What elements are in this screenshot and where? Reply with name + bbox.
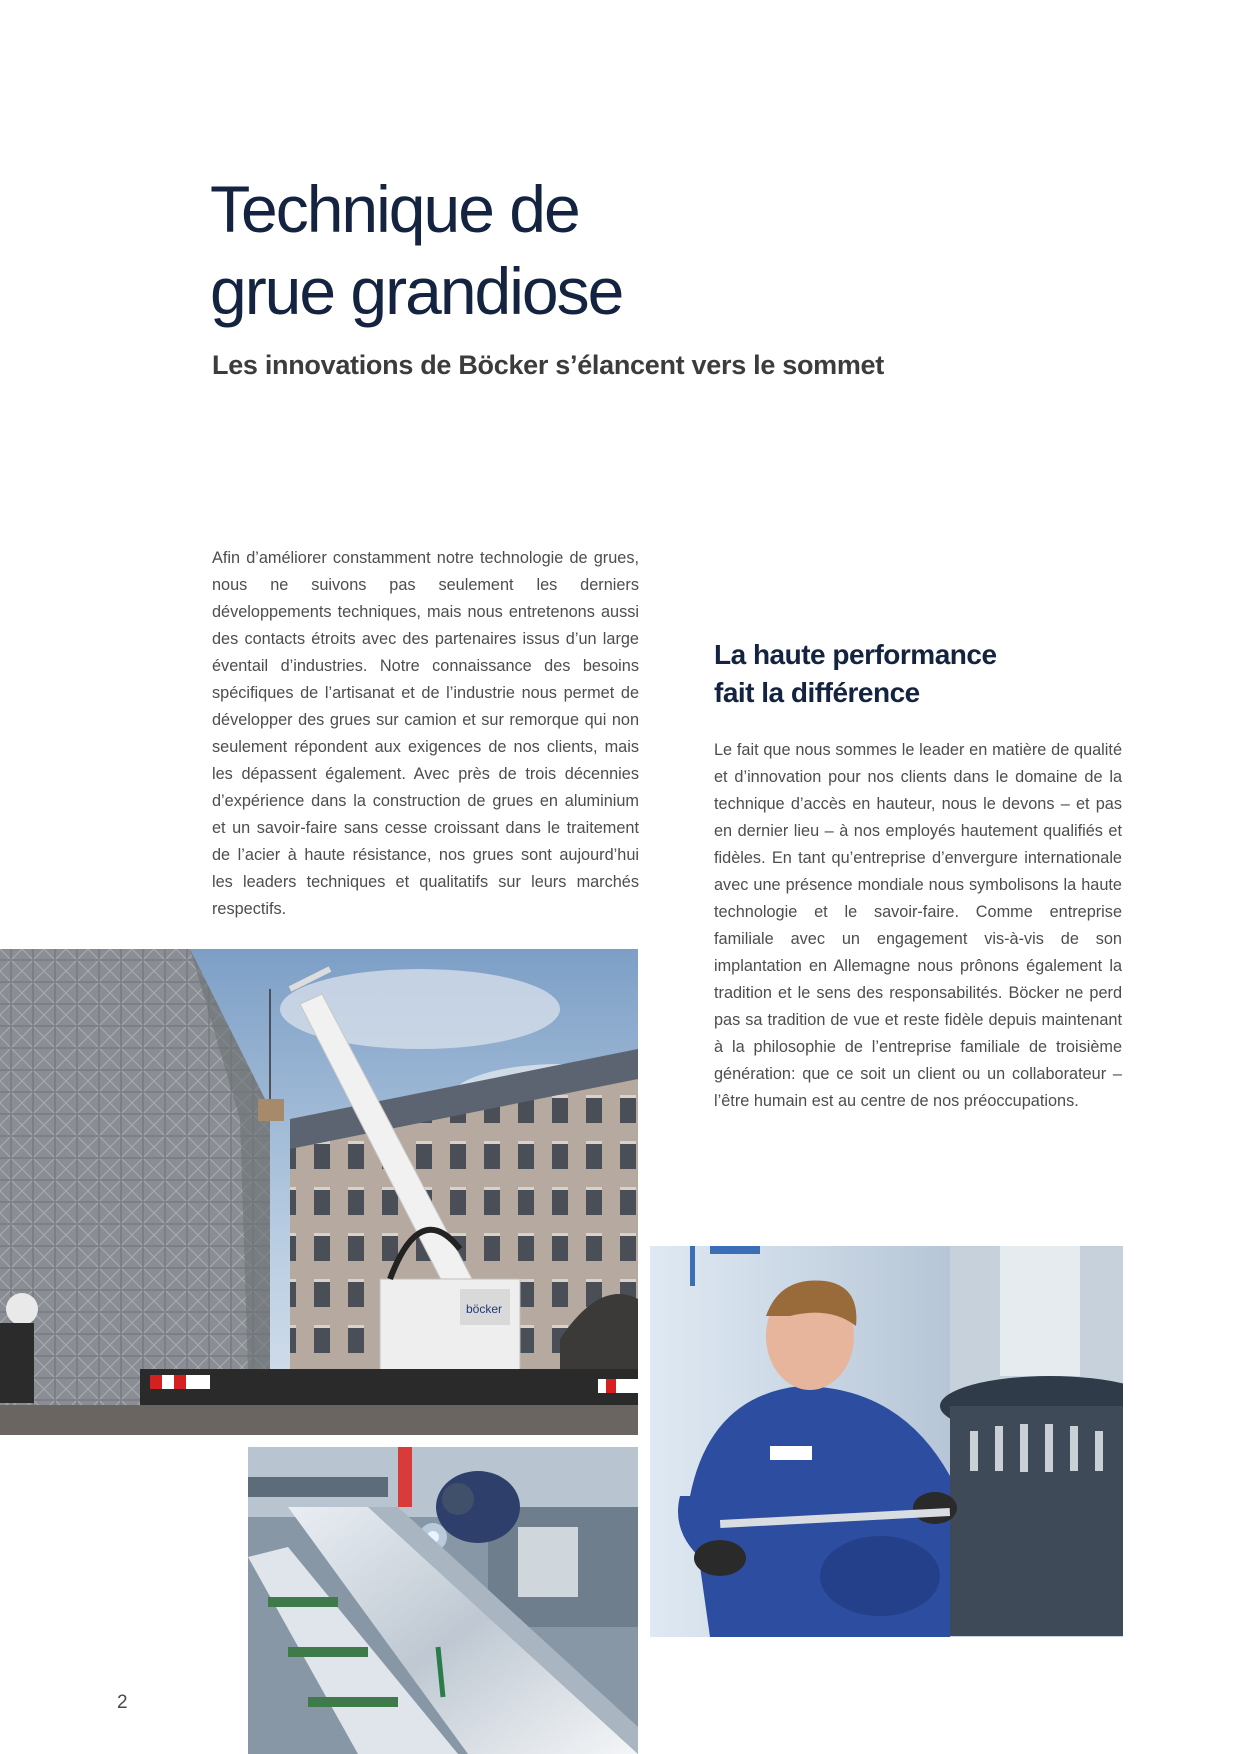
page-subtitle: Les innovations de Böcker s’élancent vers le sommet xyxy=(212,350,884,380)
section-heading-line-1: La haute performance xyxy=(714,639,997,670)
page-title-line-1: Technique de xyxy=(210,172,579,246)
section-heading-line-2: fait la différence xyxy=(714,677,920,708)
page-title xyxy=(210,168,810,332)
crane-brand-label: böcker xyxy=(466,1302,503,1316)
intro-paragraph: Afin d’améliorer constamment notre technologie de grues, nous ne suivons pas seulement les derniers développements techniques, mais nous entretenons aussi des contacts étroits avec des partenaires issus d’un large éventail d’industries. Notre connaissance des besoins spécifiques de l’artisanat et de l’industrie nous permet de développer des grues sur camion et sur remorque qui non seulement répondent aux exigences de nos clients, mais les dépassent également. Avec près de trois décennies d’expérience dans la construction de grues en aluminium et un savoir-faire sans cesse croissant dans le traitement de l’acier à haute résistance, nos grues sont aujourd’hui les leaders techniques et qualitatifs sur leurs marchés respectifs. xyxy=(212,549,639,918)
worker-photo xyxy=(650,1246,1123,1637)
welding-photo xyxy=(248,1447,638,1754)
page-number: 2 xyxy=(117,1692,128,1713)
section-heading xyxy=(714,636,1134,712)
worker-photo-illustration xyxy=(650,1246,1123,1637)
page-title-line-2: grue grandiose xyxy=(210,254,623,328)
welding-photo-illustration xyxy=(248,1447,638,1754)
crane-photo xyxy=(0,949,638,1435)
section-paragraph: Le fait que nous sommes le leader en matière de qualité et d’innovation pour nos clients dans le domaine de la technique d’accès en hauteur, nous le devons – et pas en dernier lieu – à nos employés hautement qualifiés et fidèles. En tant qu’entreprise d’envergure internationale avec une présence mondiale nous symbolisons la haute technologie et le savoir-faire. Comme entreprise familiale avec un engagement vis-à-vis de son implantation en Allemagne nous prônons également la tradition et le sens des responsabilités. Böcker ne perd pas sa tradition de vue et reste fidèle depuis maintenant à la philosophie de l’entreprise familiale de troisième génération: que ce soit un client ou un collaborateur – l’être humain est au centre de nos préoccupations. xyxy=(714,741,1122,1110)
crane-photo-illustration xyxy=(0,949,638,1435)
